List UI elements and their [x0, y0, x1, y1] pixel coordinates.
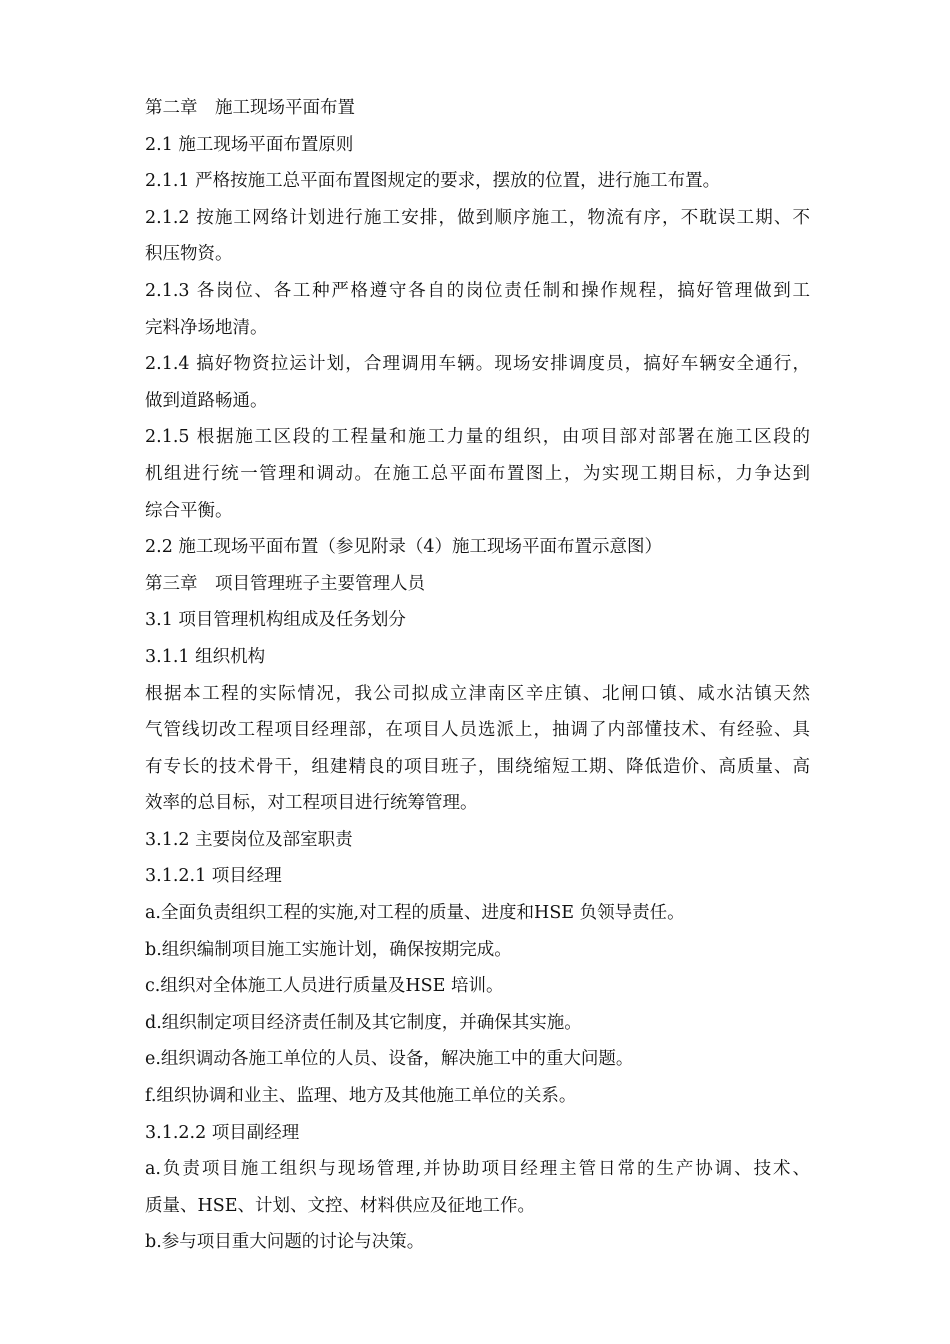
chapter-2-heading: 第二章 施工现场平面布置 [145, 98, 355, 118]
paragraph-2-1-2-line-2: 积压物资。 [145, 244, 233, 265]
list-item-f: f.组织协调和业主、监理、地方及其他施工单位的关系。 [145, 1086, 577, 1107]
list-item-c: c.组织对全体施工人员进行质量及HSE 培训。 [145, 976, 504, 997]
section-3-1-1-heading: 3.1.1 组织机构 [145, 646, 266, 667]
paragraph-2-1-1: 2.1.1 严格按施工总平面布置图规定的要求，摆放的位置，进行施工布置。 [145, 171, 721, 192]
list-item-a: a.全面负责组织工程的实施,对工程的质量、进度和HSE 负领导责任。 [145, 903, 685, 924]
paragraph-2-1-5-line-1: 2.1.5 根据施工区段的工程量和施工力量的组织，由项目部对部署在施工区段的 [145, 427, 810, 448]
list-item-d: d.组织制定项目经济责任制及其它制度，并确保其实施。 [145, 1012, 582, 1033]
section-3-1-2-1-heading: 3.1.2.1 项目经理 [145, 866, 282, 887]
document-body [145, 90, 810, 1261]
chapter-3-heading: 第三章 项目管理班子主要管理人员 [145, 573, 425, 594]
deputy-item-b: b.参与项目重大问题的讨论与决策。 [145, 1232, 425, 1253]
list-item-e: e.组织调动各施工单位的人员、设备，解决施工中的重大问题。 [145, 1049, 634, 1070]
paragraph-2-1-3-line-2: 完料净场地清。 [145, 317, 268, 338]
paragraph-2-1-4-line-1: 2.1.4 搞好物资拉运计划，合理调用车辆。现场安排调度员，搞好车辆安全通行， [145, 354, 810, 375]
section-3-1-2-2-heading: 3.1.2.2 项目副经理 [145, 1122, 300, 1143]
paragraph-organization-line-3: 有专长的技术骨干，组建精良的项目班子，围绕缩短工期、降低造价、高质量、高 [145, 756, 810, 777]
section-2-1-heading: 2.1 施工现场平面布置原则 [145, 134, 354, 155]
section-3-1-2-heading: 3.1.2 主要岗位及部室职责 [145, 829, 353, 850]
paragraph-organization-line-4: 效率的总目标，对工程项目进行统筹管理。 [145, 793, 478, 814]
paragraph-2-1-5-line-3: 综合平衡。 [145, 500, 233, 521]
deputy-item-a-line-1: a.负责项目施工组织与现场管理,并协助项目经理主管日常的生产协调、技术、 [145, 1159, 810, 1180]
paragraph-2-1-3-line-1: 2.1.3 各岗位、各工种严格遵守各自的岗位责任制和操作规程，搞好管理做到工 [145, 280, 810, 301]
deputy-item-a-line-2: 质量、HSE、计划、文控、材料供应及征地工作。 [145, 1195, 536, 1216]
paragraph-2-1-4-line-2: 做到道路畅通。 [145, 390, 268, 411]
paragraph-2-1-2-line-1: 2.1.2 按施工网络计划进行施工安排，做到顺序施工，物流有序，不耽误工期、不 [145, 207, 810, 228]
list-item-b: b.组织编制项目施工实施计划，确保按期完成。 [145, 939, 512, 960]
paragraph-organization-line-2: 气管线切改工程项目经理部，在项目人员选派上，抽调了内部懂技术、有经验、具 [145, 720, 810, 741]
paragraph-organization-line-1: 根据本工程的实际情况，我公司拟成立津南区辛庄镇、北闸口镇、咸水沽镇天然 [145, 683, 810, 704]
section-3-1-heading: 3.1 项目管理机构组成及任务划分 [145, 610, 406, 631]
paragraph-2-1-5-line-2: 机组进行统一管理和调动。在施工总平面布置图上，为实现工期目标，力争达到 [145, 463, 810, 484]
section-2-2-heading: 2.2 施工现场平面布置（参见附录（4）施工现场平面布置示意图） [145, 537, 663, 558]
